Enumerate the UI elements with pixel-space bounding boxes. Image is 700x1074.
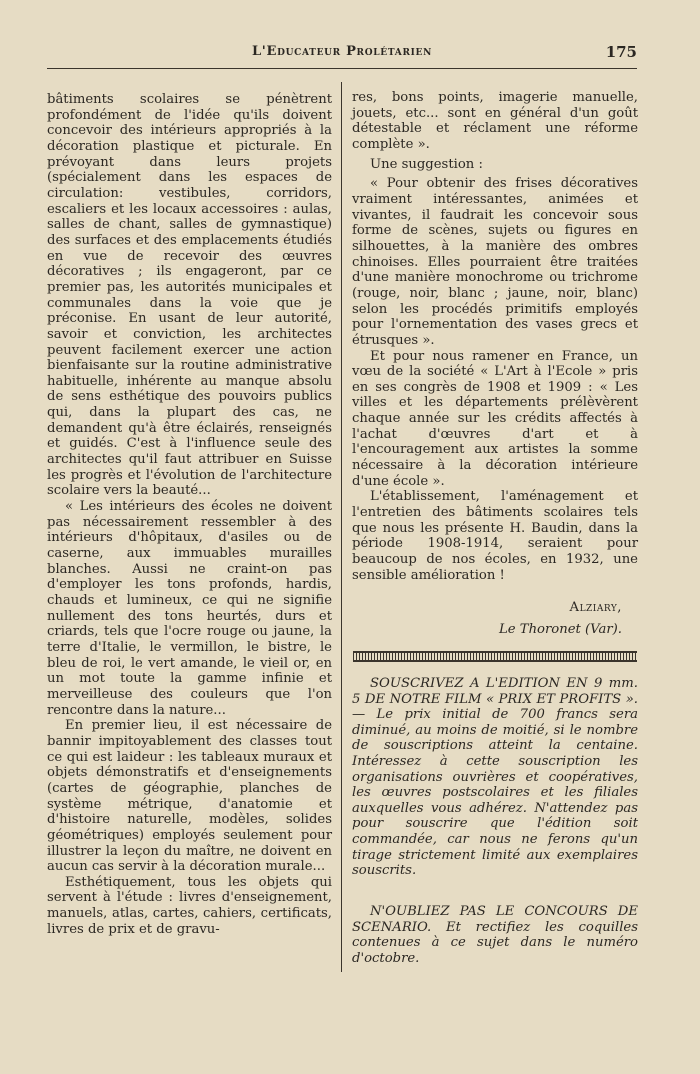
paragraph: bâtiments scolaires se pénètrent profondément de l'idée qu'ils doivent concevoir des intérieurs appropriés à la décoration plastique et picturale. En prévoyant dans leurs projets (spécialement dans les espaces de circulation: vestibules, corridors, escaliers et les locaux accessoires : aulas, salles de chant, salles de gymnastique) des surfaces et des emplacements étudiés en vue de recevoir des œuvres décoratives ; ils engageront, par ce premier pas, les autorités municipales et communales dans la voie que je préconise. En usant de leur autorité, savoir et conviction, les architectes peuvent facilement exercer une action bienfaisante sur la routine administrative habituelle, inhérente au manque absolu de sens esthétique des pouvoirs publics qui, dans la plupart des cas, ne demandent qu'à être éclairés, renseignés et guidés. C'est à l'influence seule des architectes qu'il faut attribuer en Suisse les progrès et l'évolution de l'architecture scolaire vers la beauté... [47, 92, 332, 499]
paragraph: « Les intérieurs des écoles ne doivent pas nécessairement ressembler à des intérieurs d'hôpitaux, d'asiles ou de caserne, aux immuables murailles blanches. Aussi ne craint-on pas d'employer les tons profonds, hardis, chauds et lumineux, ce qui ne signifie nullement des tons heurtés, durs et criards, tels que l'ocre rouge ou jaune, la terre d'Italie, le vermillon, le bistre, le bleu de roi, le vert amande, le vieil or, en un mot toute la gamme infinie et merveilleuse des couleurs que l'on rencontre dans la nature... [47, 499, 332, 718]
film-subscription-notice [352, 676, 638, 879]
right-column [352, 90, 638, 583]
author-location: Le Thoronet (Var). [499, 622, 622, 637]
header-rule [47, 68, 637, 69]
author-signature: Alziary, [569, 600, 622, 615]
scenario-contest-notice [352, 904, 638, 966]
left-column [47, 92, 332, 937]
paragraph: L'établissement, l'aménagement et l'entretien des bâtiments scolaires tels que nous les présente H. Baudin, dans la période 1908-1914, seraient pour beaucoup de nos écoles, en 1932, une sensible amélioration ! [352, 489, 638, 583]
paragraph: Et pour nous ramener en France, un vœu de la société « L'Art à l'Ecole » pris en ses congrès de 1908 et 1909 : « Les villes et les départements prélèvèrent chaque année sur les crédits affectés à l'achat d'œuvres d'art et à l'encouragement aux artistes la somme nécessaire à la décoration intérieure d'une école ». [352, 348, 638, 489]
page-number: 175 [605, 43, 637, 61]
column-divider [341, 82, 342, 972]
section-label: Une suggestion : [370, 156, 483, 172]
paragraph: Esthétiquement, tous les objets qui servent à l'étude : livres d'enseignement, manuels, atlas, cartes, cahiers, certificats, livres de prix et de gravu- [47, 874, 332, 937]
running-header [47, 42, 637, 66]
journal-title: L'Educateur Prolétarien [251, 44, 433, 59]
paragraph: res, bons points, imagerie manuelle, jouets, etc... sont en général d'un goût détestable et réclament une réforme complète ». [352, 90, 638, 152]
paragraph: « Pour obtenir des frises décoratives vraiment intéressantes, animées et vivantes, il faudrait les concevoir sous forme de scènes, sujets ou figures en silhouettes, à la manière des ombres chinoises. Elles pourraient être traitées d'une manière monochrome ou trichrome (rouge, noir, blanc ; jaune, noir, blanc) selon les procédés primitifs employés pour l'ornementation des vases grecs et étrusques ». [352, 176, 638, 348]
notice-text: N'OUBLIEZ PAS LE CONCOURS DE SCENARIO. Et rectifiez les coquilles contenues à ce sujet dans le numéro d'octobre. [352, 904, 638, 966]
notice-text: SOUSCRIVEZ A L'EDITION EN 9 mm. 5 DE NOTRE FILM « PRIX ET PROFITS ». — Le prix initial de 700 francs sera diminué, au moins de moitié, si le nombre de souscriptions atteint la centaine. Intéressez à cette souscription les organisations ouvrières et coopératives, les œuvres postscolaires et les filiales auxquelles vous adhérez. N'attendez pas pour souscrire que l'édition soit commandée, car nous ne ferons qu'un tirage strictement limité aux exemplaires souscrits. [352, 676, 638, 879]
ornamental-rule [353, 651, 637, 662]
paragraph: En premier lieu, il est nécessaire de bannir impitoyablement des classes tout ce qui est laideur : les tableaux muraux et objets démonstratifs et d'enseignements (cartes de géographie, planches de système métrique, d'anatomie et d'histoire naturelle, modèles, solides géométriques) employés seulement pour illustrer la leçon du maître, ne doivent en aucun cas servir à la décoration murale... [47, 718, 332, 875]
